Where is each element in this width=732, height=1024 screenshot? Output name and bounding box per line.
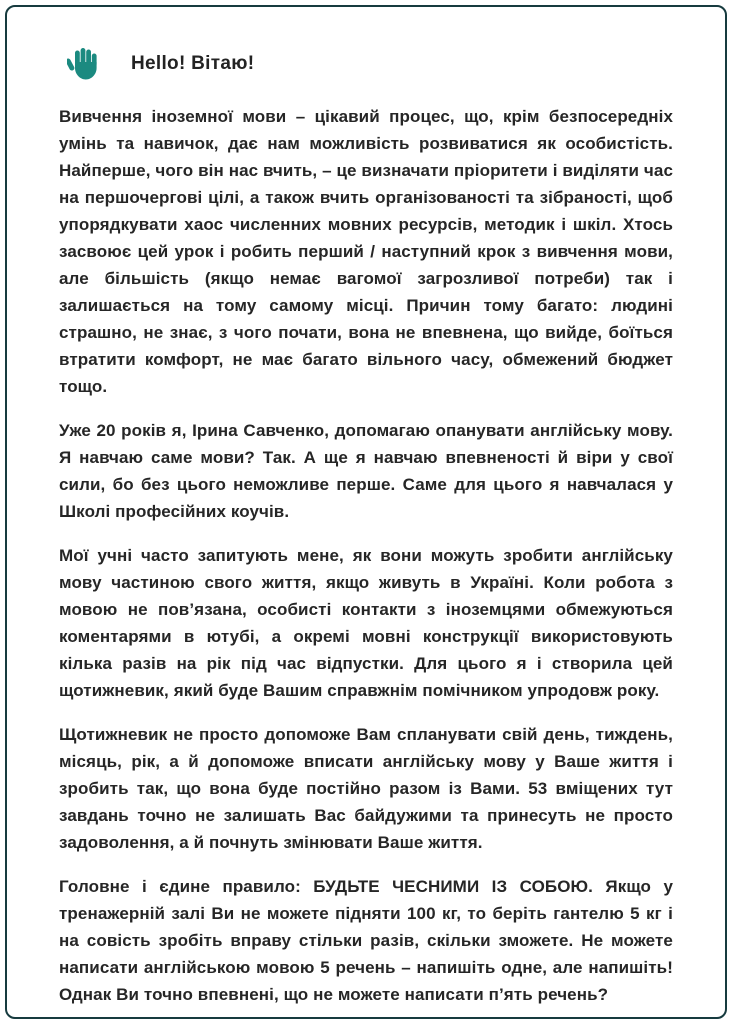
page-header (67, 47, 673, 81)
rule-paragraph: Головне і єдине правило: БУДЬТЕ ЧЕСНИМИ ІЗ СОБОЮ. Якщо у тренажерній залі Ви не можете підняти 100 кг, то беріть гантелю 5 кг і на совість зробіть вправу стільки разів, скільки зможете. Не можете написати англійською мовою 5 речень – напишіть одне, але напишіть! Однак Ви точно впевнені, що не можете написати п’ять речень? (59, 877, 673, 1004)
students-paragraph: Мої учні часто запитують мене, як вони можуть зробити англійську мову частиною свого життя, якщо живуть в Україні. Коли робота з мовою не пов’язана, особисті контакти з іноземцями обмежуються коментарями в ютубі, а окремі мовні конструкції використовують кілька разів на рік під час відпустки. Для цього я і створила цей щотижневик, який буде Вашим справжнім помічником упродовж року. (59, 546, 673, 700)
planner-paragraph: Щотижневик не просто допоможе Вам спланувати свій день, тиждень, місяць, рік, а й допоможе вписати англійську мову у Ваше життя і зробить так, що вона буде постійно разом із Вами. 53 вміщених тут завдань точно не залишать Вас байдужими та принесуть не просто задоволення, а й почнуть змінювати Ваше життя. (59, 725, 673, 852)
author-paragraph: Уже 20 років я, Ірина Савченко, допомагаю опанувати англійську мову. Я навчаю саме мови? Так. А ще я навчаю впевненості й віри у свої сили, бо без цього неможливе перше. Саме для цього я навчалася у Школі професійних коучів. (59, 421, 673, 521)
greeting-text: Hello! Вітаю! (131, 53, 255, 74)
page-content (59, 103, 673, 1008)
document-page (5, 5, 727, 1019)
waving-hand-icon (67, 47, 99, 81)
intro-paragraph: Вивчення іноземної мови – цікавий процес, що, крім безпосередніх умінь та навичок, дає нам можливість розвиватися як особистість. Найперше, чого він нас вчить, – це визначати пріоритети і виділяти час на першочергові цілі, а також вчить організованості та зібраності, щоб упорядкувати хаос численних мовних ресурсів, методик і шкіл. Хтось засвоює цей урок і робить перший / наступний крок з вивчення мови, але більшість (якщо немає вагомої загрозливої потреби) так і залишається на тому самому місці. Причин тому багато: людині страшно, не знає, з чого почати, вона не впевнена, що вийде, боїться втратити комфорт, не має багато вільного часу, обмежений бюджет тощо. (59, 107, 673, 396)
